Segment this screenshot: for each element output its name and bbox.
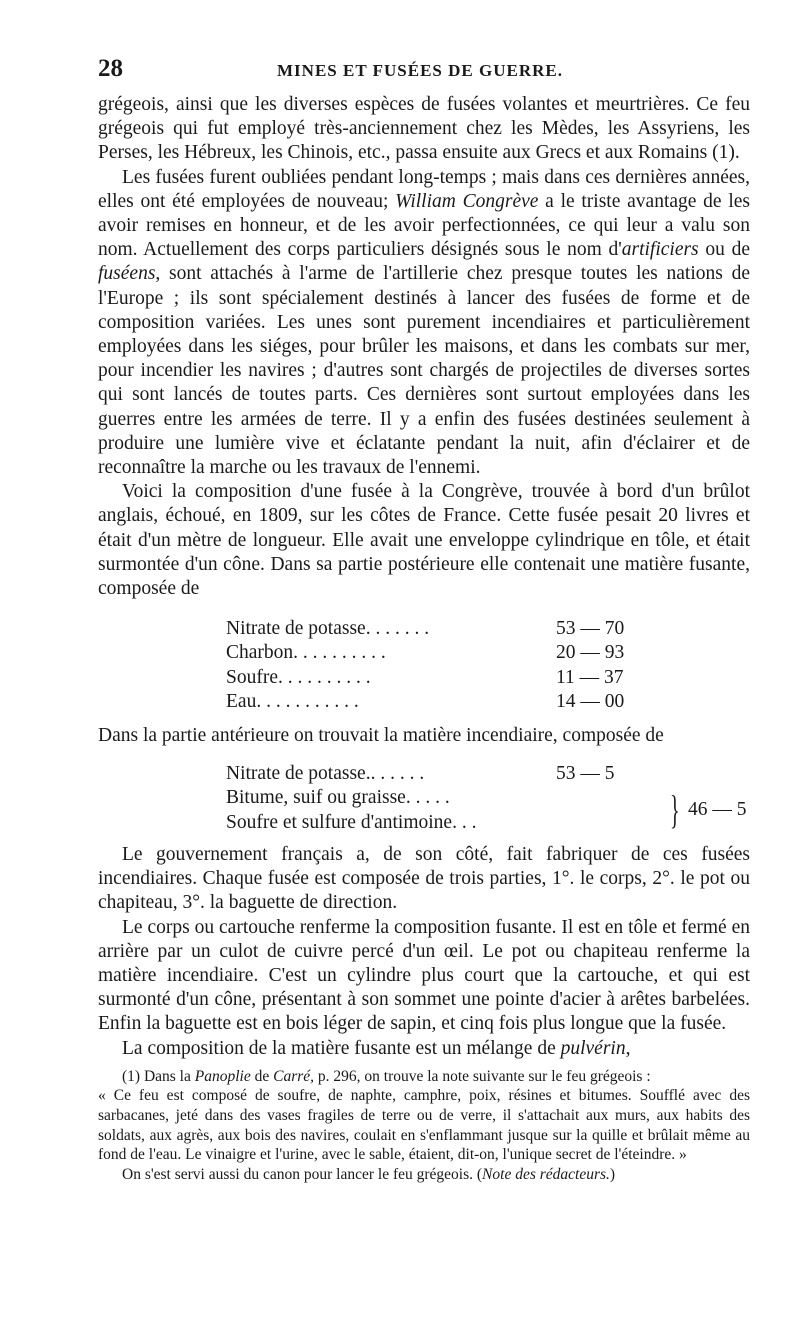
ingredient-value: 14 — 00 (556, 690, 625, 712)
ingredient-value: 11 — 37 (556, 666, 624, 688)
ingredient-value: 46 — 5 (688, 799, 747, 821)
paragraph-3 (98, 480, 750, 601)
composition-table-incendiaire (98, 762, 750, 835)
paragraph-text: Dans la partie antérieure on trouvait la matière incendiaire, composée de (98, 725, 664, 747)
ingredient-label: Soufre et sulfure d'antimoine. . . (226, 811, 477, 833)
footnote-italic: Note des rédacteurs. (482, 1165, 610, 1183)
composition-table-fusante (98, 617, 750, 714)
footnote-text: ) (609, 1165, 616, 1183)
ingredient-value: 53 — 5 (556, 763, 615, 785)
paragraph-text: , sont attachés à l'arme de l'artillerie chez presque toutes les nations de l'Europe ; ils sont spécialement destinés à lancer des fusées de forme et de composition variées. Les unes sont purement incendiaires et particulièrement employées dans les siéges, pour brûler les maisons, et dans les combats sur mer, pour incendier les navires ; d'autres sont chargés de projectiles de diverses sortes qui sont lancés de toutes parts. Ces dernières sont surtout employées dans les guerres entre les armées de terre. Il y a enfin des fusées destinées seulement à produire une lumière vive et éclatante pendant la nuit, afin d'éclairer et de reconnaître la marche ou les travaux de l'ennemi. (98, 263, 750, 479)
italic-term: artificiers (621, 239, 699, 261)
footnote-text: On s'est servi aussi du canon pour lancer le feu grégeois. ( (122, 1165, 483, 1183)
table-row (98, 690, 750, 714)
table-row (98, 762, 750, 786)
paragraph-4 (98, 843, 750, 916)
paragraph-1 (98, 93, 750, 166)
table-row (98, 666, 750, 690)
brace-glyph: } (670, 787, 680, 833)
paragraph-text: ou de (698, 239, 750, 261)
page-number: 28 (98, 55, 123, 82)
paragraph-text: La composition de la matière fusante est un mélange de (122, 1037, 561, 1059)
ingredient-label: Soufre. . . . . . . . . . (226, 666, 371, 688)
page-body (98, 93, 750, 1184)
ingredient-value: 20 — 93 (556, 642, 625, 664)
paragraph-text: Les fusées furent oubliées pendant long-temps ; mais dans ces dernières années, elles ont été employées de nouveau; (98, 166, 750, 212)
paragraph-mid (98, 724, 750, 748)
paragraph-text: Le gouvernement français a, de son côté, fait fabriquer de ces fusées incendiaires. Chaque fusée est composée de trois parties, 1°. le corps, 2°. le pot ou chapiteau, 3°. la baguette de direction. (98, 843, 750, 914)
italic-term: fuséens (98, 263, 156, 285)
footnote-italic: Carré, (273, 1067, 315, 1085)
table-group (98, 786, 750, 834)
italic-name: William Congrève (395, 190, 539, 212)
running-title: MINES ET FUSÉES DE GUERRE. (277, 61, 563, 80)
footnote-quote (98, 1086, 750, 1164)
table-row (98, 641, 750, 665)
ingredient-label: Charbon. . . . . . . . . . (226, 642, 386, 664)
ingredient-value: 53 — 70 (556, 618, 625, 640)
italic-term: pulvérin (560, 1037, 626, 1059)
table-row (98, 617, 750, 641)
paragraph-text: Le corps ou cartouche renferme la composition fusante. Il est en tôle et fermé en arrière par un culot de cuivre percé d'un œil. Le pot ou chapiteau renferme la matière incendiaire. C'est un cylindre plus court que la cartouche, et qui est surmonté d'un cône, présentant à son sommet une pointe d'acier à arêtes barbelées. Enfin la baguette est en bois léger de sapin, et cinq fois plus longue que la fusée. (98, 916, 750, 1035)
footnote-text: de (250, 1067, 274, 1085)
page-header (98, 55, 742, 85)
footnote-text: p. 296, on trouve la note suivante sur le feu grégeois : (314, 1067, 651, 1085)
footnote-italic: Panoplie (194, 1067, 251, 1085)
paragraph-2 (98, 166, 750, 481)
footnote-1 (98, 1067, 750, 1087)
paragraph-text: grégeois, ainsi que les diverses espèces de fusées volantes et meurtrières. Ce feu grégeois qui fut employé très-anciennement chez les Mèdes, les Assyriens, les Perses, les Hébreux, les Chinois, etc., passa ensuite aux Grecs et aux Romains (1). (98, 94, 750, 164)
paragraph-6 (98, 1037, 750, 1061)
group-labels (98, 786, 684, 834)
footnote-text: « Ce feu est composé de soufre, de naphte, camphre, poix, résines et bitumes. Soufflé avec des sarbacanes, jeté dans des vases fragiles de terre ou de verre, il s'attachait aux murs, aux habits des soldats, aux agrès, aux bois des navires, coulait en s'enflammant jusque sur la quille et brûlait même au fond de l'eau. Le vinaigre et l'urine, avec le sable, étaient, dit-on, l'unique secret de l'éteindre. » (98, 1087, 750, 1164)
footnote-editor-note (98, 1165, 750, 1185)
paragraph-text: , (625, 1037, 631, 1059)
ingredient-label: Nitrate de potasse. . . . . . . (226, 618, 430, 640)
footnote-text: (1) Dans la (122, 1067, 195, 1085)
footnotes (98, 1067, 750, 1185)
paragraph-text: a le triste avantage de les avoir remises en honneur, et de les avoir perfectionnées, ce qui leur a valu son nom. Actuellement des corps particuliers désignés sous le nom d' (98, 190, 750, 261)
paragraph-text: Voici la composition d'une fusée à la Congrève, trouvée à bord d'un brûlot anglais, échoué, en 1809, sur les côtes de France. Cette fusée pesait 20 livres et était d'un mètre de longueur. Elle avait une enveloppe cylindrique en tôle, et était surmontée d'un cône. Dans sa partie postérieure elle contenait une matière fusante, composée de (98, 481, 750, 600)
paragraph-5 (98, 916, 750, 1037)
ingredient-label: Bitume, suif ou graisse. . . . . (226, 787, 450, 809)
ingredient-label: Nitrate de potasse.. . . . . . (226, 763, 425, 785)
ingredient-label: Eau. . . . . . . . . . . (226, 690, 359, 712)
